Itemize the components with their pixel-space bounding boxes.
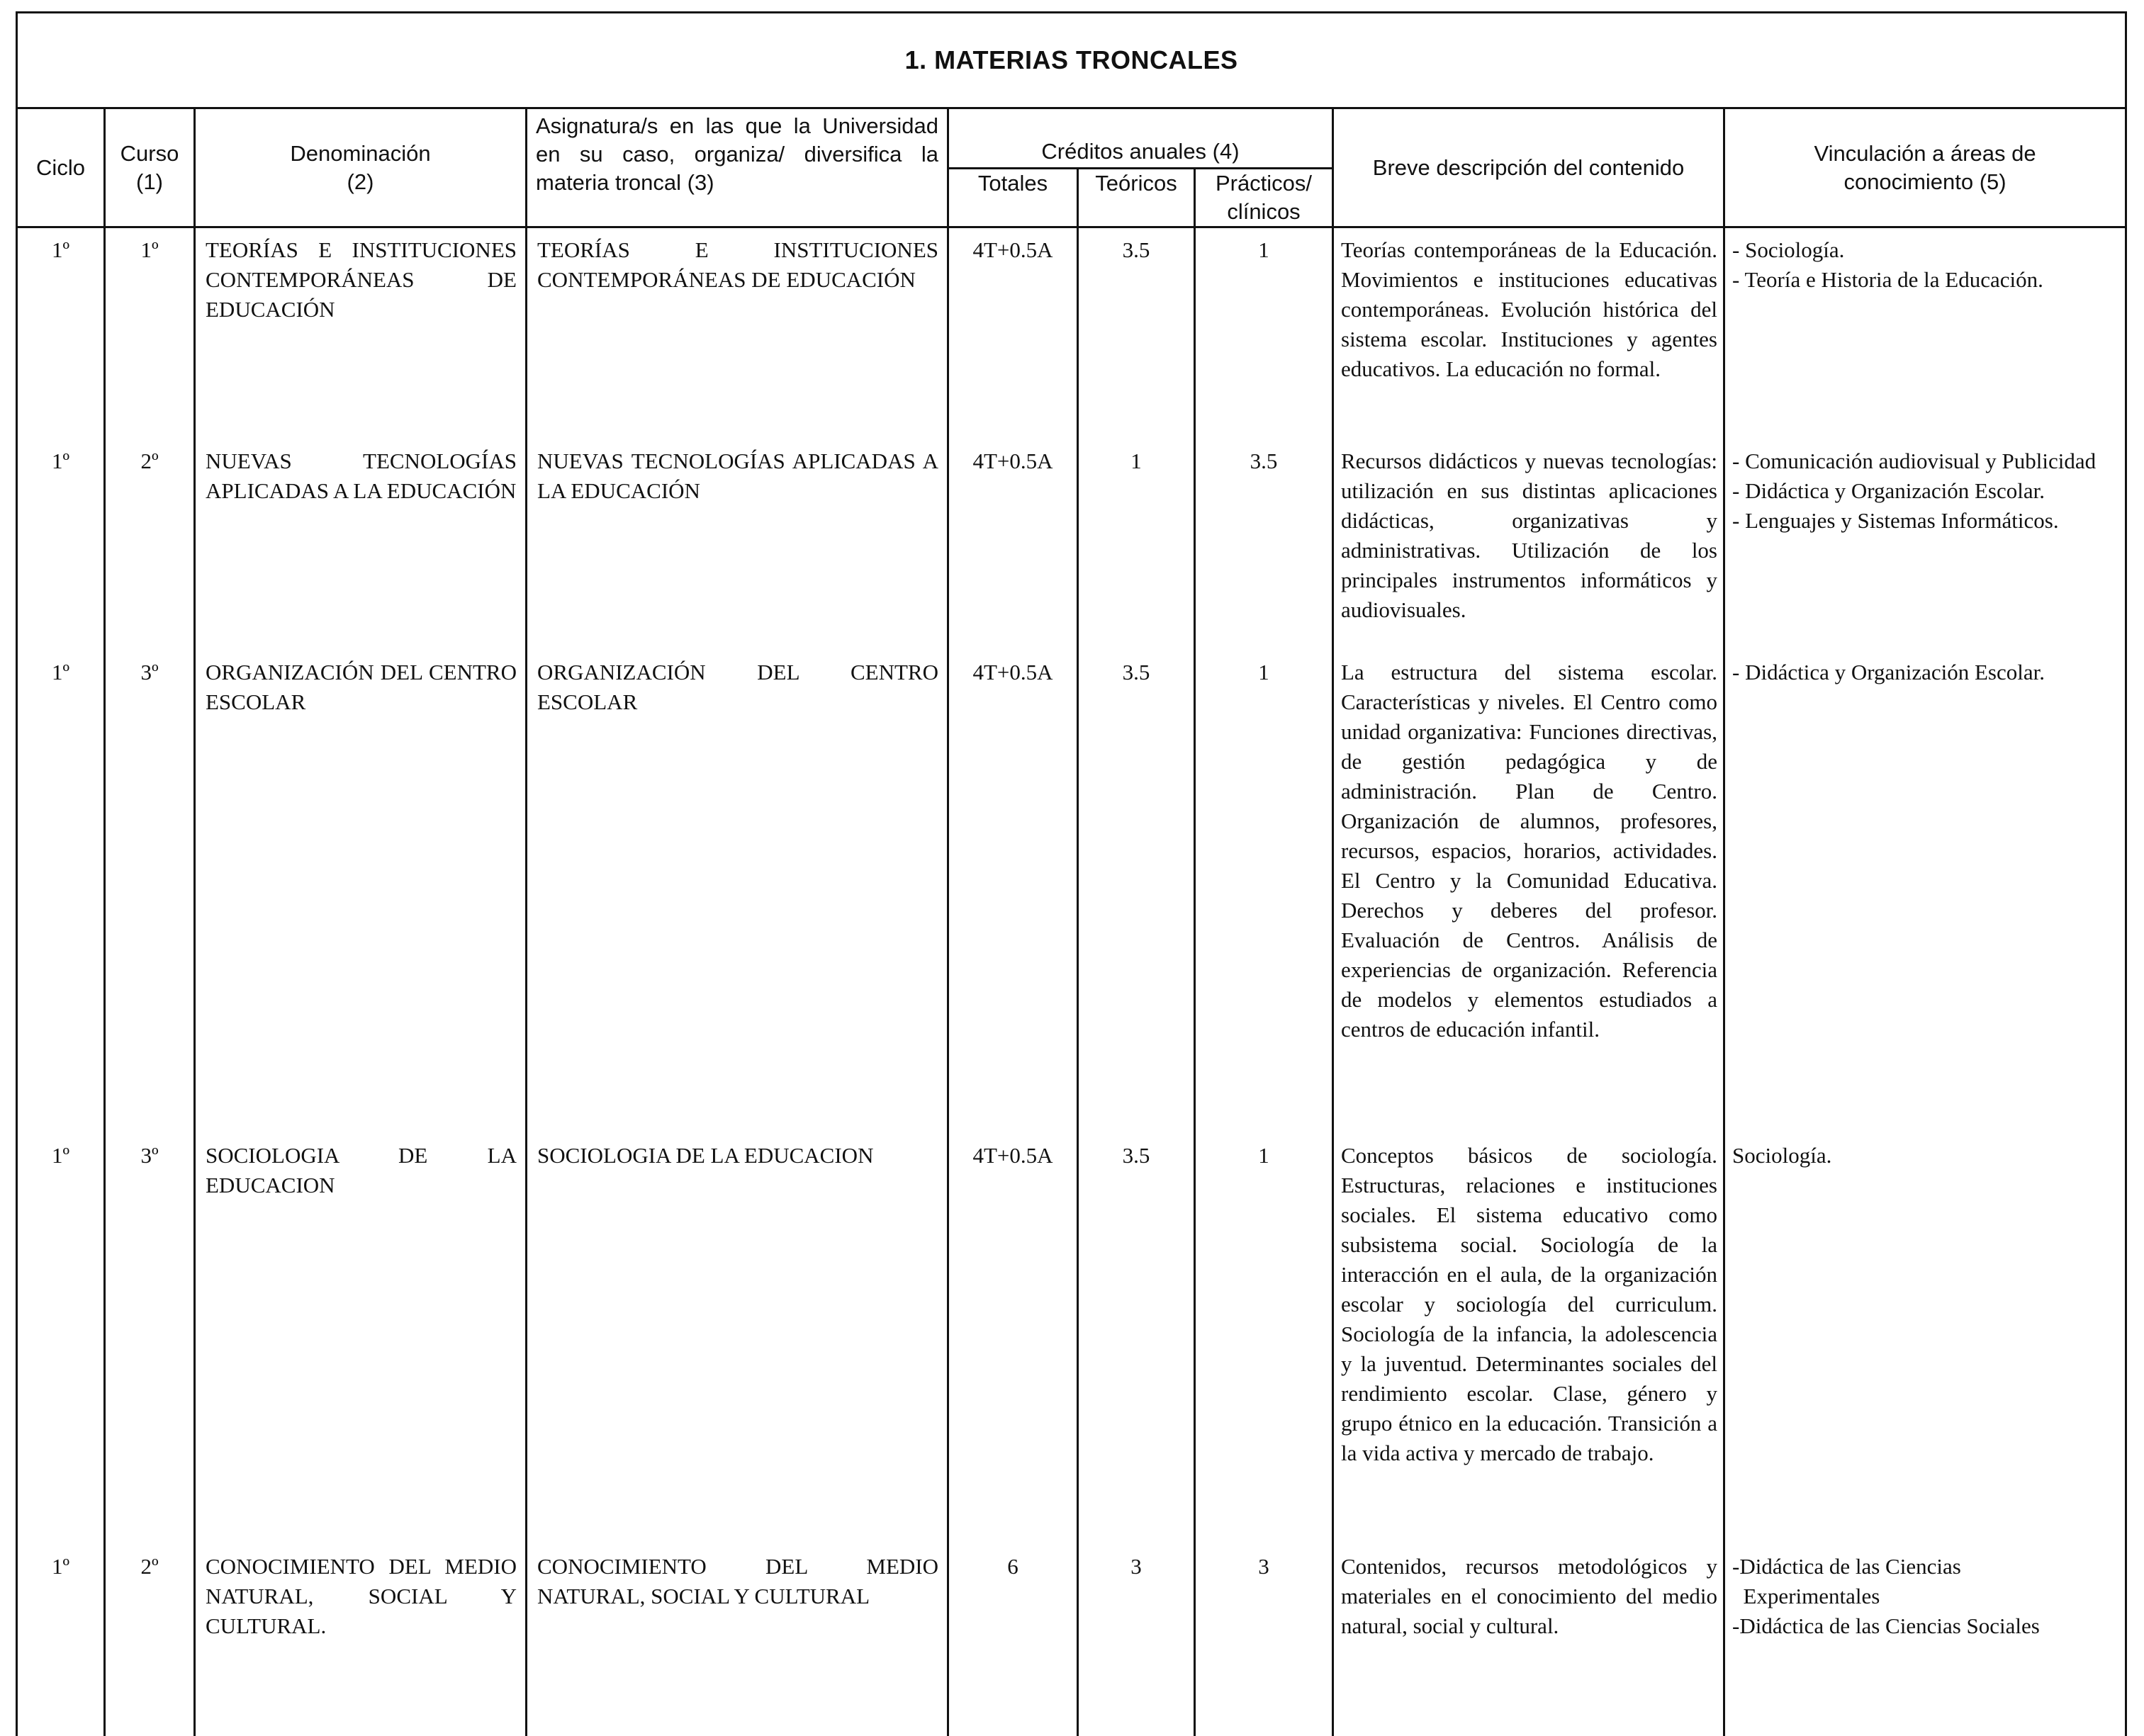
cell-curso: 2º bbox=[105, 439, 195, 650]
cell-practicos: 1 bbox=[1195, 1134, 1333, 1545]
cell-ciclo: 1º bbox=[17, 1134, 105, 1545]
cell-denominacion: NUEVAS TECNOLOGÍAS APLICADAS A LA EDUCACIÓN bbox=[195, 439, 527, 650]
vinculacion-item: - Didáctica y Organización Escolar. bbox=[1732, 478, 2045, 503]
cell-totales: 4T+0.5A bbox=[948, 650, 1078, 1134]
cell-asignatura: TEORÍAS E INSTITUCIONES CONTEMPORÁNEAS DE EDUCACIÓN bbox=[527, 227, 948, 440]
vinculacion-item: - Lenguajes y Sistemas Informáticos. bbox=[1732, 508, 2059, 533]
cell-denominacion: SOCIOLOGIA DE LA EDUCACION bbox=[195, 1134, 527, 1545]
cell-teoricos: 1 bbox=[1078, 439, 1195, 650]
materias-troncales-table bbox=[16, 11, 2127, 1736]
cell-totales: 4T+0.5A bbox=[948, 439, 1078, 650]
vinculacion-item: - Comunicación audiovisual y Publicidad bbox=[1732, 449, 2097, 473]
cell-descripcion: Teorías contemporáneas de la Educación. Movimientos e instituciones educativas contemporáneas. Evolución histórica del sistema escolar. Instituciones y agentes educativos. La educación no formal. bbox=[1333, 227, 1724, 440]
header-descripcion: Breve descripción del contenido bbox=[1333, 108, 1724, 227]
header-ciclo: Ciclo bbox=[17, 108, 105, 227]
cell-vinculacion bbox=[1724, 439, 2126, 650]
table-row bbox=[17, 650, 2126, 1134]
cell-totales: 4T+0.5A bbox=[948, 227, 1078, 440]
vinculacion-item: -Didáctica de las Ciencias Sociales bbox=[1732, 1613, 2040, 1638]
header-curso bbox=[105, 108, 195, 227]
cell-descripcion: Contenidos, recursos metodológicos y materiales en el conocimiento del medio natural, social y cultural. bbox=[1333, 1545, 1724, 1736]
cell-practicos: 3.5 bbox=[1195, 439, 1333, 650]
header-denominacion-note: (2) bbox=[347, 169, 374, 194]
table-title: 1. MATERIAS TRONCALES bbox=[17, 13, 2126, 108]
cell-descripcion: La estructura del sistema escolar. Características y niveles. El Centro como unidad organizativa: Funciones directivas, de gestión pedagógica y de administración. Plan de Centro. Organización de alumnos, profesores, recursos, espacios, horarios, actividades. El Centro y la Comunidad Educativa. Derechos y deberes del profesor. Evaluación de Centros. Análisis de experiencias de organización. Referencia de modelos y elementos estudiados a centros de educación infantil. bbox=[1333, 650, 1724, 1134]
cell-ciclo: 1º bbox=[17, 1545, 105, 1736]
header-curso-label: Curso bbox=[120, 140, 179, 166]
header-denominacion bbox=[195, 108, 527, 227]
cell-practicos: 1 bbox=[1195, 227, 1333, 440]
cell-denominacion: ORGANIZACIÓN DEL CENTRO ESCOLAR bbox=[195, 650, 527, 1134]
vinculacion-item: Sociología. bbox=[1732, 1143, 1832, 1168]
cell-teoricos: 3 bbox=[1078, 1545, 1195, 1736]
header-curso-note: (1) bbox=[136, 169, 163, 194]
cell-denominacion: CONOCIMIENTO DEL MEDIO NATURAL, SOCIAL Y CULTURAL. bbox=[195, 1545, 527, 1736]
cell-teoricos: 3.5 bbox=[1078, 650, 1195, 1134]
cell-descripcion: Conceptos básicos de sociología. Estructuras, relaciones e instituciones sociales. El sistema educativo como subsistema social. Sociología de la interacción en el aula, de la organización escolar y sociología del curriculum. Sociología de la infancia, la adolescencia y la juventud. Determinantes sociales del rendimiento escolar. Clase, género y grupo étnico en la educación. Transición a la vida activa y mercado de trabajo. bbox=[1333, 1134, 1724, 1545]
vinculacion-item: - Didáctica y Organización Escolar. bbox=[1732, 660, 2045, 684]
vinculacion-item: - Sociología. bbox=[1732, 237, 1845, 262]
header-teoricos: Teóricos bbox=[1078, 169, 1195, 227]
header-vinculacion: Vinculación a áreas de conocimiento (5) bbox=[1724, 108, 2126, 227]
header-creditos: Créditos anuales (4) bbox=[948, 108, 1333, 169]
vinculacion-item: -Didáctica de las Ciencias bbox=[1732, 1554, 1961, 1579]
table-row bbox=[17, 1134, 2126, 1545]
cell-ciclo: 1º bbox=[17, 650, 105, 1134]
cell-practicos: 1 bbox=[1195, 650, 1333, 1134]
cell-asignatura: ORGANIZACIÓN DEL CENTRO ESCOLAR bbox=[527, 650, 948, 1134]
cell-descripcion: Recursos didácticos y nuevas tecnologías: utilización en sus distintas aplicaciones didácticas, organizativas y administrativas. Utilización de los principales instrumentos informáticos y audiovisuales. bbox=[1333, 439, 1724, 650]
cell-asignatura: NUEVAS TECNOLOGÍAS APLICADAS A LA EDUCACIÓN bbox=[527, 439, 948, 650]
table-row bbox=[17, 227, 2126, 440]
cell-vinculacion bbox=[1724, 227, 2126, 440]
header-totales: Totales bbox=[948, 169, 1078, 227]
cell-vinculacion bbox=[1724, 1545, 2126, 1736]
cell-denominacion: TEORÍAS E INSTITUCIONES CONTEMPORÁNEAS DE EDUCACIÓN bbox=[195, 227, 527, 440]
cell-ciclo: 1º bbox=[17, 227, 105, 440]
cell-vinculacion bbox=[1724, 1134, 2126, 1545]
header-denominacion-label: Denominación bbox=[290, 140, 431, 166]
cell-ciclo: 1º bbox=[17, 439, 105, 650]
cell-curso: 3º bbox=[105, 650, 195, 1134]
cell-teoricos: 3.5 bbox=[1078, 227, 1195, 440]
cell-totales: 6 bbox=[948, 1545, 1078, 1736]
cell-curso: 1º bbox=[105, 227, 195, 440]
vinculacion-item: Experimentales bbox=[1732, 1584, 1880, 1608]
cell-vinculacion bbox=[1724, 650, 2126, 1134]
cell-teoricos: 3.5 bbox=[1078, 1134, 1195, 1545]
header-practicos: Prácticos/ clínicos bbox=[1195, 169, 1333, 227]
cell-curso: 2º bbox=[105, 1545, 195, 1736]
vinculacion-item: - Teoría e Historia de la Educación. bbox=[1732, 267, 2043, 292]
document-page bbox=[16, 11, 2125, 1662]
cell-asignatura: CONOCIMIENTO DEL MEDIO NATURAL, SOCIAL Y CULTURAL bbox=[527, 1545, 948, 1736]
cell-practicos: 3 bbox=[1195, 1545, 1333, 1736]
table-row bbox=[17, 1545, 2126, 1736]
cell-asignatura: SOCIOLOGIA DE LA EDUCACION bbox=[527, 1134, 948, 1545]
header-asignaturas: Asignatura/s en las que la Universidad en su caso, organiza/ diversifica la materia troncal (3) bbox=[527, 108, 948, 227]
table-row bbox=[17, 439, 2126, 650]
cell-totales: 4T+0.5A bbox=[948, 1134, 1078, 1545]
cell-curso: 3º bbox=[105, 1134, 195, 1545]
